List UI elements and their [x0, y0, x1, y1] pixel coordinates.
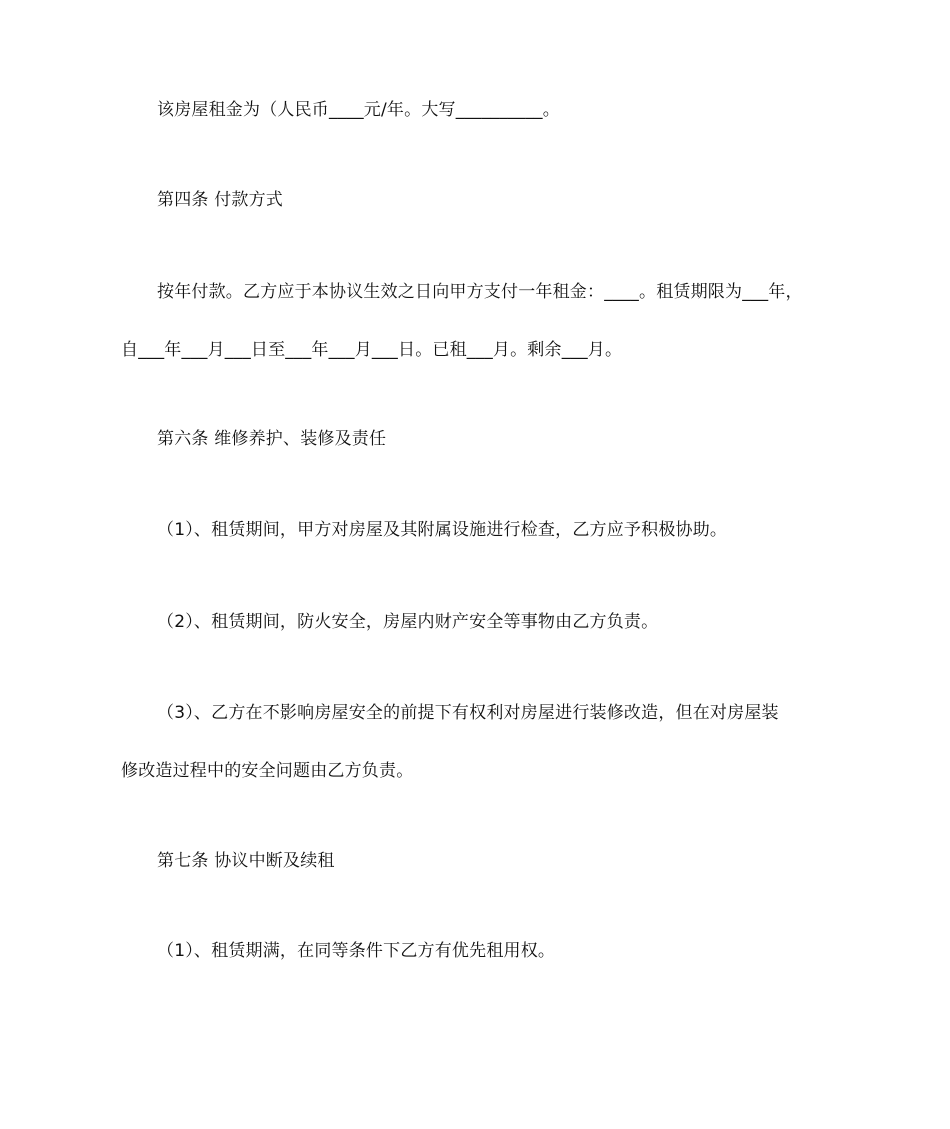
article-6-heading: 第六条 维修养护、装修及责任	[157, 429, 387, 449]
article-7-heading: 第七条 协议中断及续租	[157, 851, 335, 871]
article-4-heading: 第四条 付款方式	[157, 190, 284, 210]
payment-paragraph-line-2: 自___年___月___日至___年___月___日。已租___月。剩余___月。	[121, 340, 623, 360]
article-7-item-1: （1）、租赁期满，在同等条件下乙方有优先租用权。	[157, 941, 556, 961]
article-6-item-1: （1）、租赁期间，甲方对房屋及其附属设施进行检查，乙方应予积极协助。	[157, 520, 728, 540]
rent-amount-line: 该房屋租金为（人民币____元/年。大写__________。	[157, 100, 560, 120]
article-6-item-3-line-1: （3）、乙方在不影响房屋安全的前提下有权利对房屋进行装修改造，但在对房屋装	[157, 703, 779, 723]
payment-paragraph-line-1: 按年付款。乙方应于本协议生效之日向甲方支付一年租金：____。租赁期限为___年，	[157, 282, 803, 302]
article-6-item-3-line-2: 修改造过程中的安全问题由乙方负责。	[121, 761, 414, 781]
article-6-item-2: （2）、租赁期间，防火安全，房屋内财产安全等事物由乙方负责。	[157, 612, 659, 632]
